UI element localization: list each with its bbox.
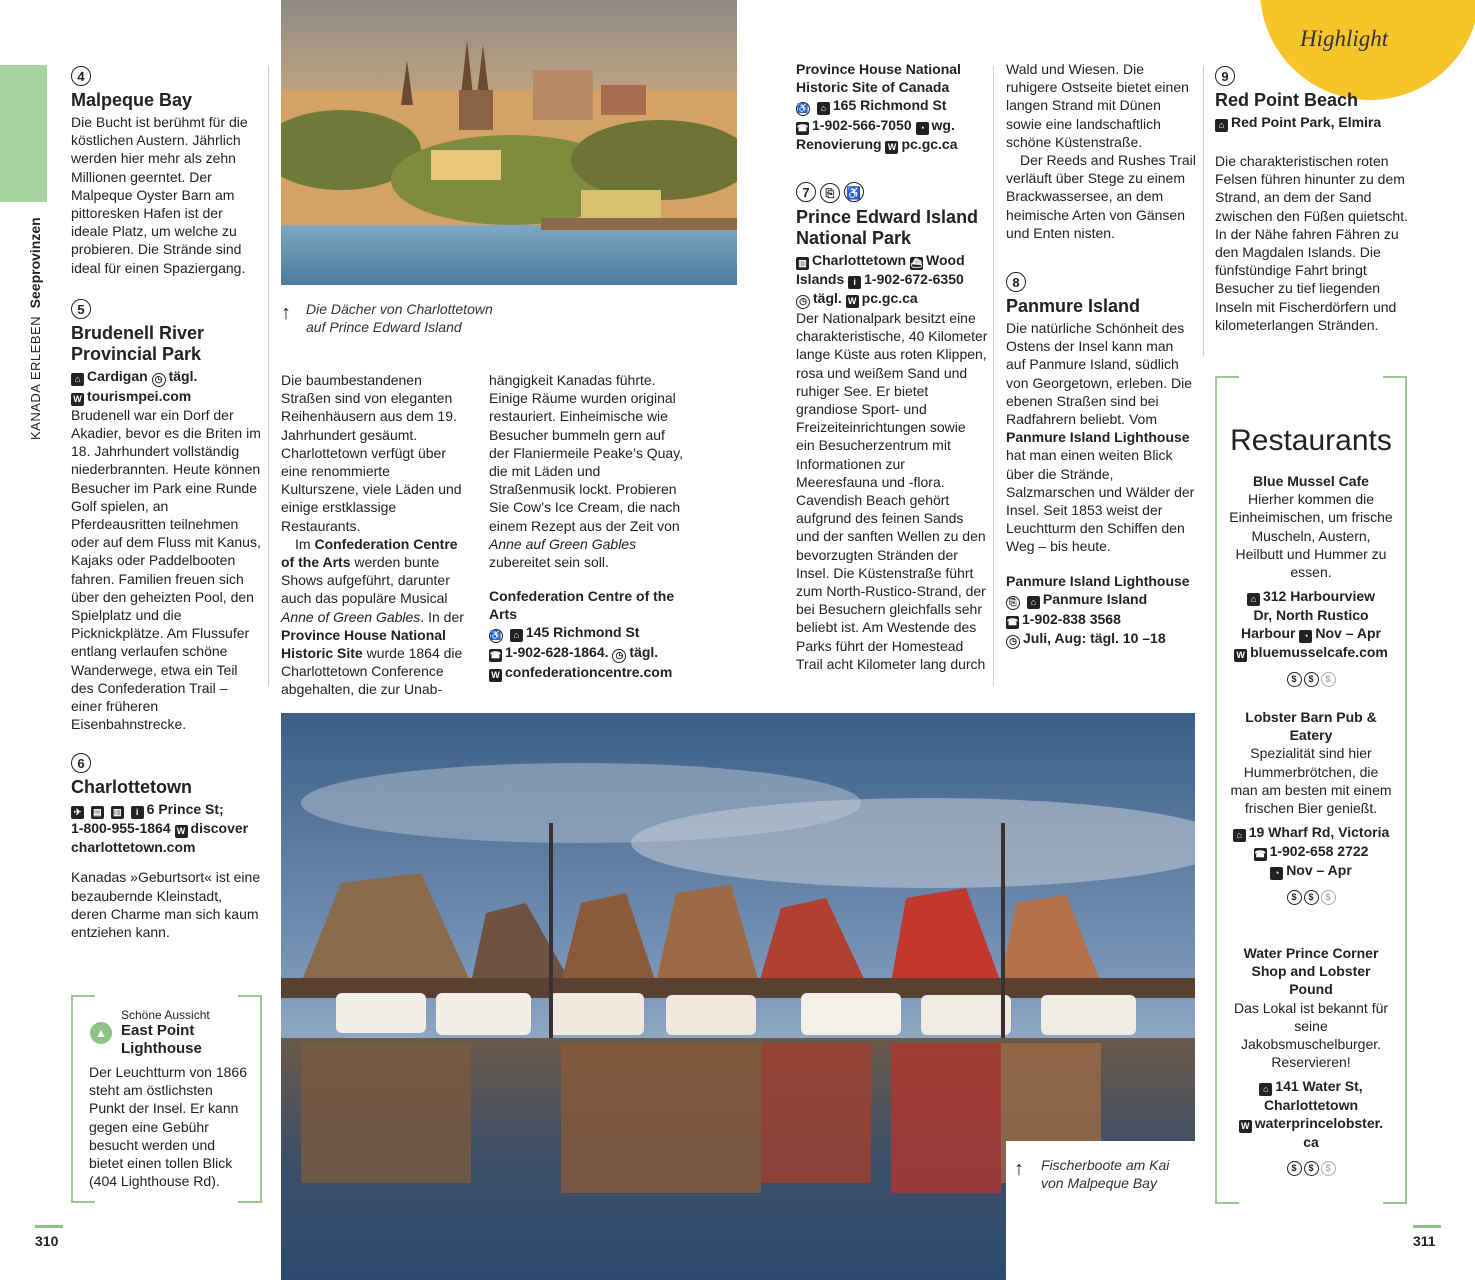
info-address: Red Point Park, Elmira: [1231, 114, 1382, 130]
info-address: 165 Richmond St: [832, 97, 947, 113]
text-bold: Panmure Island Lighthouse: [1006, 429, 1190, 446]
price-rating: [1229, 668, 1393, 687]
entry-body: [1006, 319, 1196, 556]
info-web[interactable]: tourismpei.com: [87, 387, 192, 404]
column-rule: [268, 66, 269, 686]
paragraph: Wald und Wiesen. Die ruhigere Ostseite bietet einen langen Strand mit Dünen sowie eine landschaftlich schöne Küstenstraße.: [1006, 61, 1189, 150]
info-phone: 1-800-955-1864: [71, 820, 171, 837]
entry-title: Prince Edward Island National Park: [796, 207, 979, 248]
info-icon: i: [131, 806, 144, 819]
viewpoint-title: East Point Lighthouse: [121, 1022, 202, 1057]
restaurant-desc: Hierher kommen die Einheimischen, um frische Muscheln, Austern, Heilbutt und Hummer zu essen.: [1229, 491, 1393, 581]
text: . In der: [420, 608, 464, 625]
entry-title: Brudenell River Provincial Park: [71, 322, 205, 364]
text-bold: Confederation Centre of the Arts: [281, 535, 458, 571]
restaurant-web[interactable]: waterprincelobster.: [1254, 1115, 1384, 1132]
page-number-bar: [35, 1225, 63, 1228]
restaurant-3: [1229, 944, 1393, 1176]
photo-charlottetown: [281, 0, 737, 285]
paragraph: [489, 371, 684, 571]
closed-icon: ◔: [916, 122, 929, 135]
info-hours: Juli, Aug: tägl. 10 –18: [1023, 629, 1166, 646]
info-address: 6 Prince St;: [146, 801, 224, 818]
restaurant-2: [1229, 708, 1393, 905]
info-address: Charlottetown: [812, 252, 907, 268]
column-4: [796, 60, 988, 673]
paragraph: Der Reeds and Rushes Trail verläuft über Stege zu einem Brackwassersee, an dem heimische Arten von Gänsen und Enten nisten.: [1006, 152, 1196, 241]
viewpoint-label: Schöne Aussicht: [121, 1008, 210, 1022]
page-number-left: 310: [35, 1233, 59, 1249]
ccarts-info: [489, 587, 684, 682]
viewpoint-box: [71, 995, 262, 1203]
page-number-right: 311: [1413, 1233, 1436, 1249]
photo-caption: Fischerboote am Kai von Malpeque Bay: [1041, 1157, 1170, 1191]
entry-number: 6: [71, 753, 91, 773]
home-icon: ⌂: [510, 629, 523, 642]
home-icon: ⌂: [1027, 596, 1040, 609]
price-dollar-icon: $: [1287, 672, 1302, 687]
airport-icon: ✈: [71, 806, 84, 819]
info-phone: 1-902-566-7050: [812, 117, 912, 133]
restaurant-name: Blue Mussel Cafe: [1253, 473, 1369, 489]
web-icon: W: [71, 393, 84, 406]
lighthouse-title: Panmure Island Lighthouse: [1006, 572, 1190, 589]
web-icon: W: [489, 669, 502, 682]
column-6: [1215, 66, 1410, 334]
column-3: [489, 371, 684, 682]
info-hours: tägl.: [813, 290, 842, 306]
restaurant-desc: Spezialität sind hier Hummerbrötchen, die man am besten mit einem frischen Bier genießt.: [1230, 745, 1392, 817]
arrow-up-icon: ↑: [281, 302, 291, 324]
text: Im: [295, 535, 315, 552]
info-web[interactable]: pc.gc.ca: [861, 290, 918, 306]
bus-icon: ▥: [111, 806, 124, 819]
restaurant-address-cont: Dr, North Rustico Harbour: [1241, 607, 1369, 642]
price-dollar-icon: $: [1304, 890, 1319, 905]
entry-info: [1215, 113, 1410, 132]
column-2: [281, 371, 471, 699]
phone-icon: ☎: [489, 650, 502, 661]
price-dollar-icon: $: [1321, 672, 1336, 687]
info-icon: i: [848, 276, 861, 289]
text: werden bunte Shows aufgeführt, darunter auch das populäre Musical: [281, 554, 450, 607]
price-dollar-icon: $: [1287, 890, 1302, 905]
restaurant-name: Water Prince Corner Shop and Lobster Pound: [1243, 945, 1379, 998]
info-phone: 1-902-628-1864.: [505, 644, 609, 661]
price-dollar-icon: $: [1321, 890, 1336, 905]
ccarts-title: Confederation Centre of the Arts: [489, 588, 675, 623]
restaurant-address-cont: Charlottetown: [1263, 1097, 1359, 1114]
text-bold: Province House National Historic Site: [281, 626, 446, 662]
ferry-icon: ⛴: [910, 258, 923, 268]
price-dollar-icon: $: [1321, 1161, 1336, 1176]
running-head-bold: Seeprovinzen: [27, 217, 43, 309]
entry-body: Kanadas »Geburtsort« ist eine bezaubernde Kleinstadt, deren Charme man sich kaum entziehen kann.: [71, 869, 261, 941]
restaurant-address: 141 Water St,: [1275, 1078, 1363, 1095]
web-icon: W: [885, 141, 898, 154]
ticket-icon: ⎘: [1006, 596, 1020, 610]
phone-icon: ☎: [1254, 849, 1266, 860]
info-address: 145 Richmond St: [525, 624, 640, 641]
province-house-title: Province House National Historic Site of Canada: [796, 61, 961, 95]
info-status-cont: Renovierung: [796, 136, 882, 152]
restaurant-desc: Das Lokal ist bekannt für seine Jakobsmuschelburger. Reservieren!: [1233, 999, 1389, 1071]
price-dollar-icon: $: [1287, 1161, 1302, 1176]
wheelchair-icon: ♿: [489, 629, 503, 643]
home-icon: ⌂: [817, 102, 830, 115]
text: hat man einen weiten Blick über die Strände, Salzmarschen und Wälder der Insel. Seit 1853 weist der Leuchtturm den Schiffen den Weg – bis heute.: [1006, 447, 1195, 555]
text-italic: Anne auf Green Gables: [489, 535, 637, 552]
entry-title: Malpeque Bay: [71, 90, 193, 110]
bus-icon: ▥: [796, 257, 809, 270]
train-icon: ▤: [91, 806, 104, 819]
price-dollar-icon: $: [1304, 672, 1319, 687]
wheelchair-icon: ♿: [844, 182, 864, 202]
restaurant-name: Lobster Barn Pub & Eatery: [1245, 709, 1377, 744]
web-icon: W: [1234, 649, 1247, 662]
photo-caption: Die Dächer von Charlottetown auf Prince Edward Island: [306, 301, 493, 335]
restaurant-web[interactable]: bluemusselcafe.com: [1250, 644, 1388, 661]
info-address-cont: Islands: [796, 271, 845, 287]
text: Die natürliche Schönheit des Ostens der Insel kann man auf Panmure Island, südlich von Georgetown, erleben. Die ebenen Straßen sind bei Radfahrern beliebt. Vom: [1006, 320, 1192, 428]
home-icon: ⌂: [71, 373, 84, 386]
info-status: wg.: [931, 117, 955, 133]
running-head-light: KANADA ERLEBEN: [28, 315, 43, 440]
web-icon: W: [1239, 1120, 1252, 1133]
column-1: [71, 66, 261, 941]
entry-number: 8: [1006, 272, 1026, 292]
entry-title: Red Point Beach: [1215, 90, 1359, 110]
web-icon: W: [175, 825, 188, 838]
info-phone: 1-902-672-6350: [864, 271, 964, 287]
highlight-label: Highlight: [1300, 26, 1389, 51]
home-icon: ⌂: [1259, 1083, 1272, 1096]
closed-icon: ◔: [1299, 630, 1312, 643]
running-head: [26, 217, 45, 440]
entry-body: Brudenell war ein Dorf der Akadier, bevor es die Briten im 18. Jahrhundert vollständig niederbrannten. Heute können Besucher im Park eine Runde Golf spielen, an Pferdeausritten teilnehmen oder auf dem Fluss mit Kanus, Kajaks oder Paddelbooten fahren. Familien freuen sich über den geheizten Pool, den Spielplatz und die Picknickplätze. Am Flussufer entlang verlaufen schöne Wanderwege, etwa ein Teil des Confederation Trail – einer früheren Eisenbahnstrecke.: [71, 406, 261, 733]
page-number-bar: [1413, 1225, 1441, 1228]
entry-body: Die Bucht ist berühmt für die köstlichen Austern. Jährlich werden hier mehr als zehn Millionen geerntet. Der Malpeque Oyster Barn am pittoresken Hafen ist der ideale Platz, um welche zu probieren. Die Strände sind ideal für einen Spaziergang.: [71, 114, 248, 276]
entry-title: Charlottetown: [71, 777, 192, 798]
restaurant-phone: 1-902-658 2722: [1269, 843, 1369, 860]
clock-icon: ◷: [152, 373, 166, 387]
wheelchair-icon: ♿: [796, 102, 810, 116]
entry-info: [71, 367, 261, 406]
province-house-info: [796, 60, 988, 154]
restaurants-box: [1215, 376, 1407, 1204]
info-hours: tägl.: [629, 644, 659, 661]
clock-icon: ◷: [1006, 635, 1020, 649]
home-icon: ⌂: [1233, 829, 1246, 842]
mountain-icon: ▲: [90, 1022, 112, 1044]
clock-icon: ◷: [612, 649, 626, 663]
paragraph: Die baumbestandenen Straßen sind von eleganten Reihenhäusern aus dem 19. Jahrhundert gesäumt. Charlottetown verfügt über eine renommierte Kulturszene, viele Läden und einige erstklassige Restaurants.: [281, 372, 462, 534]
phone-icon: ☎: [1006, 616, 1019, 627]
text: zubereitet sein soll.: [489, 554, 609, 571]
ticket-icon: ⎘: [820, 183, 840, 203]
entry-number: 7: [796, 182, 816, 202]
info-address: Panmure Island: [1042, 590, 1148, 607]
side-tab: [0, 65, 47, 202]
price-rating: [1229, 886, 1393, 905]
info-address: Wood: [926, 252, 965, 268]
closed-icon: ◔: [1270, 867, 1283, 880]
lighthouse-info: [1006, 572, 1196, 649]
text: hängigkeit Kanadas führte. Einige Räume wurden original restauriert. Einheimische wie Besucher bummeln gern auf der Flaniermeile Peake’s Quay, die mit Läden und Straßenmusik lockt. Probieren Sie Cow’s Ice Cream, die nach einem Rezept aus der Zeit von: [489, 372, 684, 534]
column-5: [1006, 60, 1196, 649]
restaurants-heading: Restaurants: [1230, 424, 1392, 457]
price-dollar-icon: $: [1304, 1161, 1319, 1176]
info-phone: 1-902-838 3568: [1022, 610, 1121, 627]
home-icon: ⌂: [1215, 119, 1228, 132]
entry-body: Der Nationalpark besitzt eine charakteristische, 40 Kilometer lange Küste aus roten Klippen, rosa und weißem Sand und ruhiger See. Er bietet grandiose Sport- und Freizeiteinrichtungen sowie ein Besucherzentrum mit Informationen zur Meeresfauna und -flora. Cavendish Beach gehört aufgrund des feinen Sands und der sanften Wellen zu den bevorzugten Stränden der Insel. Die Küstenstraße führt zum North-Rustico-Strand, der bei Besuchern gleichfalls sehr beliebt ist. Am Westende des Parks führt der Homestead Trail acht Kilometer lang durch: [796, 310, 988, 672]
restaurant-hours: Nov – Apr: [1315, 625, 1381, 642]
info-address: Cardigan: [87, 367, 148, 384]
clock-icon: ◷: [796, 295, 810, 309]
web-icon: W: [846, 295, 859, 308]
restaurant-address: 19 Wharf Rd, Victoria: [1248, 824, 1390, 841]
info-hours: tägl.: [168, 367, 198, 384]
column-rule: [993, 66, 994, 686]
entry-number: 4: [71, 66, 91, 86]
info-web[interactable]: confederationcentre.com: [505, 664, 673, 681]
restaurant-web-cont[interactable]: ca: [1303, 1134, 1319, 1151]
entry-info: [71, 800, 261, 856]
price-rating: [1229, 1157, 1393, 1176]
text: wurde 1864 die Charlottetown Conference abgehalten, die zur Unab-: [281, 645, 463, 698]
entry-info: [796, 251, 988, 309]
column-rule: [1203, 66, 1204, 356]
arrow-up-icon: ↑: [1014, 1158, 1024, 1180]
entry-title: Panmure Island: [1006, 296, 1141, 317]
home-icon: ⌂: [1247, 593, 1260, 606]
info-web[interactable]: pc.gc.ca: [901, 136, 958, 152]
info-web[interactable]: discover: [190, 820, 249, 837]
restaurant-1: [1229, 472, 1393, 687]
viewpoint-body: Der Leuchtturm von 1866 steht am östlichsten Punkt der Insel. Er kann gegen eine Gebühr besucht werden und bietet einen tollen Blick (404 Lighthouse Rd).: [89, 1064, 247, 1190]
entry-number: 9: [1215, 66, 1235, 86]
restaurant-address: 312 Harbourview: [1262, 588, 1376, 605]
entry-number: 5: [71, 299, 91, 319]
info-web-cont[interactable]: charlottetown.com: [71, 839, 196, 856]
text-italic: Anne of Green Gables: [281, 608, 421, 625]
restaurant-hours: Nov – Apr: [1286, 862, 1352, 879]
paragraph: [281, 535, 471, 699]
entry-body: Die charakteristischen roten Felsen führen hinunter zu dem Strand, an dem der Sand zwischen den Füßen quietscht. In der Nähe fahren Fähren zu den Magdalen Islands. Die fünfstündige Fahrt bringt Besucher zu tief liegenden Inseln mit Fischerdörfern und kilometerlangen Stränden.: [1215, 153, 1408, 333]
phone-icon: ☎: [796, 123, 809, 133]
